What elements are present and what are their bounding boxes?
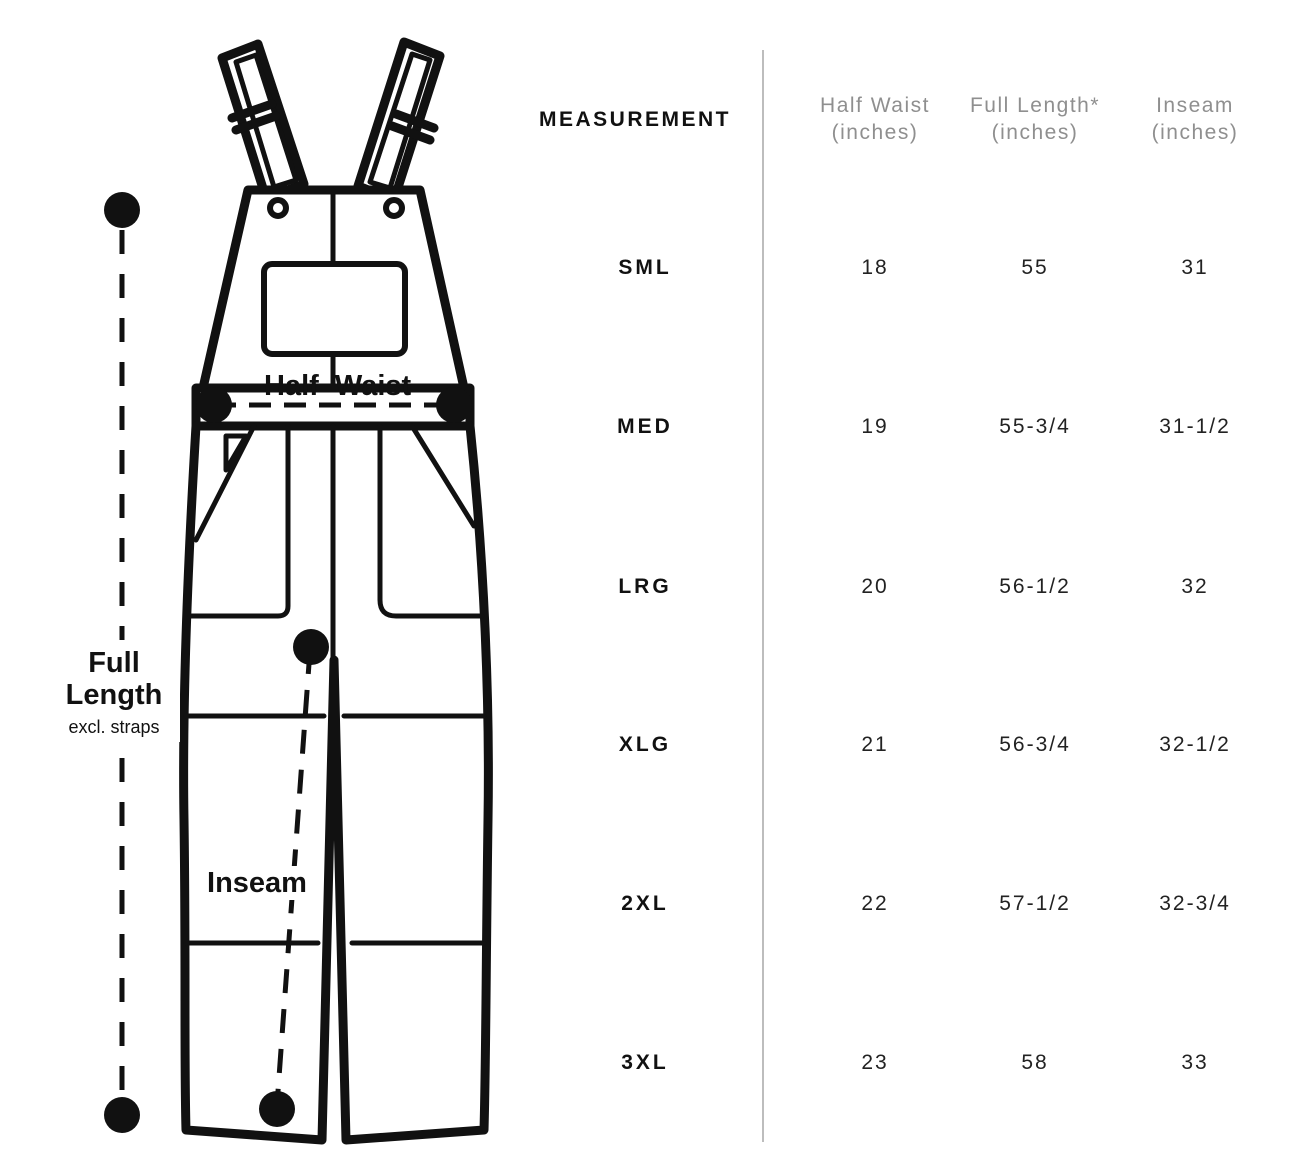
inseam-value: 33 (1181, 1051, 1209, 1074)
full-length-label-line1: Full (88, 647, 140, 679)
pants-body (184, 426, 489, 1140)
column-divider (762, 50, 764, 1142)
inseam-value: 32-3/4 (1159, 892, 1231, 915)
size-label: 2XL (621, 892, 669, 915)
size-label: MED (617, 415, 673, 438)
size-label: SML (618, 256, 672, 279)
measurement-header: MEASUREMENT (539, 108, 732, 131)
full-length-top-dot (104, 192, 140, 228)
half-waist-value: 23 (861, 1051, 889, 1074)
full-length-value: 56-3/4 (999, 733, 1071, 756)
inseam-value: 31 (1181, 256, 1209, 279)
left-strap-clasp (270, 200, 286, 216)
bib-pocket (264, 264, 405, 354)
inseam-top-dot (293, 629, 329, 665)
inseam-column-header (1110, 92, 1280, 146)
half-waist-value: 19 (861, 415, 889, 438)
full-length-value: 55 (1021, 256, 1049, 279)
half-waist-value: 20 (861, 575, 889, 598)
size-label: LRG (618, 575, 672, 598)
inseam-label: Inseam (207, 867, 307, 899)
half-waist-value: 21 (861, 733, 889, 756)
full-length-bottom-dot (104, 1097, 140, 1133)
half-waist-left-dot (196, 387, 232, 423)
half-waist-right-dot (436, 387, 472, 423)
overalls-outline (184, 42, 489, 1140)
full-length-value: 56-1/2 (999, 575, 1071, 598)
full-length-value: 57-1/2 (999, 892, 1071, 915)
full-length-value: 58 (1021, 1051, 1049, 1074)
full-length-note: excl. straps (68, 717, 160, 737)
half-waist-value: 22 (861, 892, 889, 915)
inseam-value: 32-1/2 (1159, 733, 1231, 756)
inseam-value: 31-1/2 (1159, 415, 1231, 438)
right-strap-clasp (386, 200, 402, 216)
column-header-title: Full Length* (969, 94, 1101, 117)
inseam-bottom-dot (259, 1091, 295, 1127)
full-length-label-line2: Length (65, 679, 163, 711)
half-waist-label: Half Waist (264, 370, 412, 402)
inseam-value: 32 (1181, 575, 1209, 598)
overalls-diagram (0, 0, 520, 1168)
half-waist-value: 18 (861, 256, 889, 279)
half-waist-column-header (790, 92, 960, 146)
full-length-column-header (950, 92, 1120, 146)
column-header-title: Inseam (1156, 94, 1234, 117)
column-header-unit: (inches) (831, 121, 919, 144)
size-label: 3XL (621, 1051, 669, 1074)
column-header-unit: (inches) (1151, 121, 1239, 144)
column-header-title: Half Waist (820, 94, 930, 117)
size-label: XLG (618, 733, 672, 756)
full-length-value: 55-3/4 (999, 415, 1071, 438)
column-header-unit: (inches) (991, 121, 1079, 144)
